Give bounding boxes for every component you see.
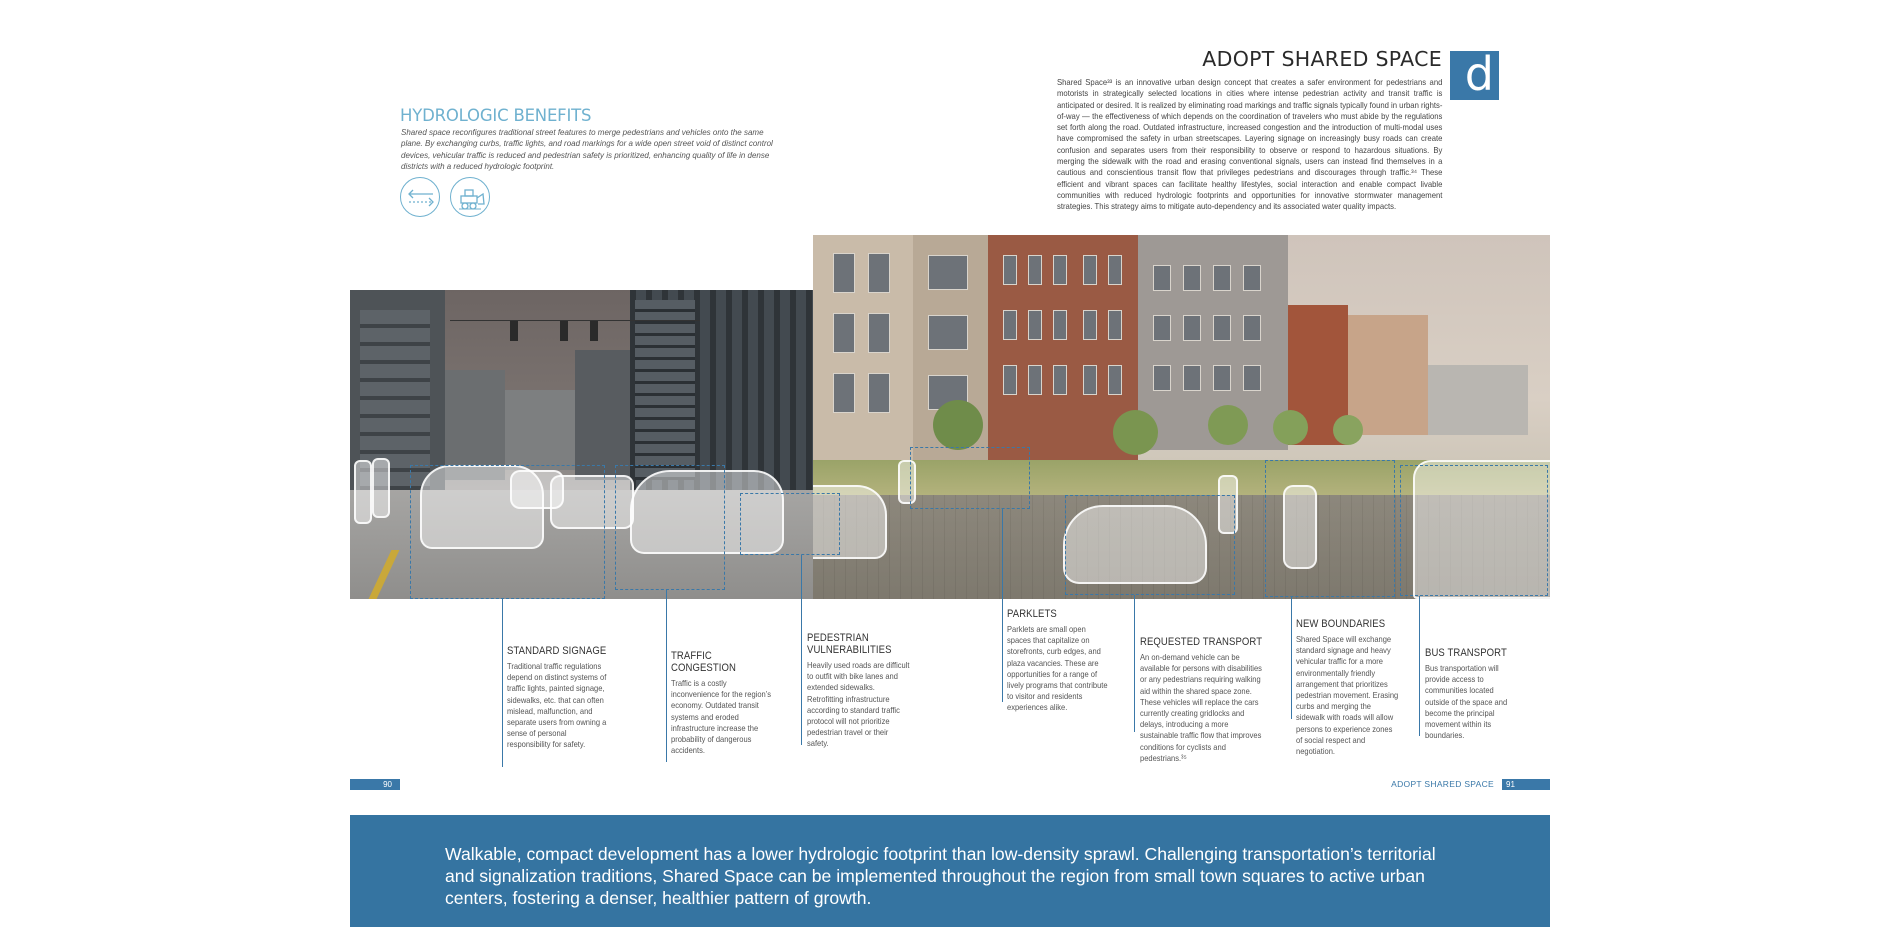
callout-title: TRAFFIC CONGESTION — [671, 650, 736, 674]
callout-body: Parklets are small open spaces that capitalize on storefronts, curb edges, and plaza vacancies. These are opportunities for a range of lively programs that contribute to visitor and residents experiences alike. — [1007, 624, 1108, 713]
section-letter-badge: d — [1450, 51, 1499, 100]
callout-title: BUS TRANSPORT — [1425, 647, 1507, 659]
callout-body: Shared Space will exchange standard signage and heavy vehicular traffic for a more environmentally friendly arrangement that prioritizes pedestrian movement. Erasing curbs and merging the sidewalk with roads will allow persons to experience zones of social respect and negotiation. — [1296, 634, 1399, 757]
bulldozer-icon — [450, 177, 490, 217]
adopt-shared-space-title: ADOPT SHARED SPACE — [1202, 47, 1442, 71]
callout-parklets — [1007, 608, 1111, 714]
callout-title: STANDARD SIGNAGE — [507, 645, 607, 657]
summary-banner — [350, 815, 1550, 927]
summary-banner-text: Walkable, compact development has a lower hydrologic footprint than low-density sprawl. Challenging transportation’s territorial and signalization traditions, Shared Space can be implemented throughout the region from small town squares to active urban centers, fostering a denser, healthier pattern of growth. — [445, 844, 1436, 908]
callout-title: PEDESTRIAN VULNERABILITIES — [807, 632, 892, 656]
book-spread — [350, 0, 1550, 927]
callout-title: NEW BOUNDARIES — [1296, 618, 1386, 630]
callout-pedestrian-vulnerabilities — [807, 632, 911, 750]
callout-title: REQUESTED TRANSPORT — [1140, 636, 1263, 648]
page-number-left: 90 — [350, 779, 400, 790]
callout-body: An on-demand vehicle can be available for persons with disabilities or any pedestrians requiring walking aid within the shared space zone. These vehicles will replace the cars currently creating gridlocks and delays, introducing a more sustainable traffic flow that improves conditions for cyclists and pedestrians.³⁵ — [1140, 652, 1262, 763]
hydrologic-benefits-text: Shared space reconfigures traditional street features to merge pedestrians and vehicles onto the same plane. By exchanging curbs, traffic lights, and road markings for a wide open street void of distinct control devices, vehicular traffic is reduced and pedestrian safety is prioritized, enhancing quality of life in dense districts with a reduced hydrologic footprint. — [401, 127, 773, 172]
callout-standard-signage — [507, 645, 611, 751]
shared-street-illustration — [350, 235, 1550, 599]
adopt-shared-space-text: Shared Space³³ is an innovative urban design concept that creates a safer environment for pedestrians and motorists in strategically selected locations in cities where intense pedestrian activity and transit traffic is anticipated or desired. It is realized by eliminating road markings and traffic signals typically found in urban rights-of-way — the effectiveness of which depends on the coordination of travelers who must abide by the regulations set forth along the road. Outdated infrastructure, increased congestion and the introduction of multi-modal uses have compromised the safety in urban streetscapes. Layering signage on increasingly busy roads can create confusion and separates users from their responsibility to observe or respond to hazardous situations. By merging the sidewalk with the road and erasing conventional signals, users can instead find themselves in a cautious and conscientious transit flow that privileges pedestrians and discourages through traffic.³⁴ These efficient and vibrant spaces can facilitate healthy lifestyles, social interaction and enable compact livable communities with reduced hydrologic footprints and opportunities for innovative stormwater management strategies. This strategy aims to mitigate auto-dependency and its associated water quality impacts. — [1057, 78, 1443, 212]
callout-title: PARKLETS — [1007, 608, 1057, 620]
callout-requested-transport — [1140, 636, 1266, 764]
callout-traffic-congestion — [671, 650, 775, 756]
callout-body: Heavily used roads are difficult to outfit with bike lanes and extended sidewalks. Retrofitting infrastructure according to standard traffic protocol will not prioritize pedestrian travel or their safety. — [807, 660, 910, 749]
page-number-right: 91 — [1502, 779, 1550, 790]
callout-body: Traditional traffic regulations depend on distinct systems of traffic lights, painted signage, sidewalks, etc. that can often mislead, malfunction, and separate users from owning a sense of personal responsibility for safety. — [507, 661, 607, 750]
callout-bus-transport — [1425, 647, 1515, 741]
callout-body: Traffic is a costly inconvenience for the region’s economy. Outdated transit systems and eroded infrastructure increase the probability of dangerous accidents. — [671, 678, 772, 756]
hydrologic-benefits-title: HYDROLOGIC BENEFITS — [400, 106, 592, 125]
callout-new-boundaries — [1296, 618, 1400, 757]
two-way-arrow-icon — [400, 177, 440, 217]
running-footer-label: ADOPT SHARED SPACE — [1391, 779, 1494, 789]
callout-body: Bus transportation will provide access to communities located outside of the space and become the principal movement within its boundaries. — [1425, 663, 1508, 741]
